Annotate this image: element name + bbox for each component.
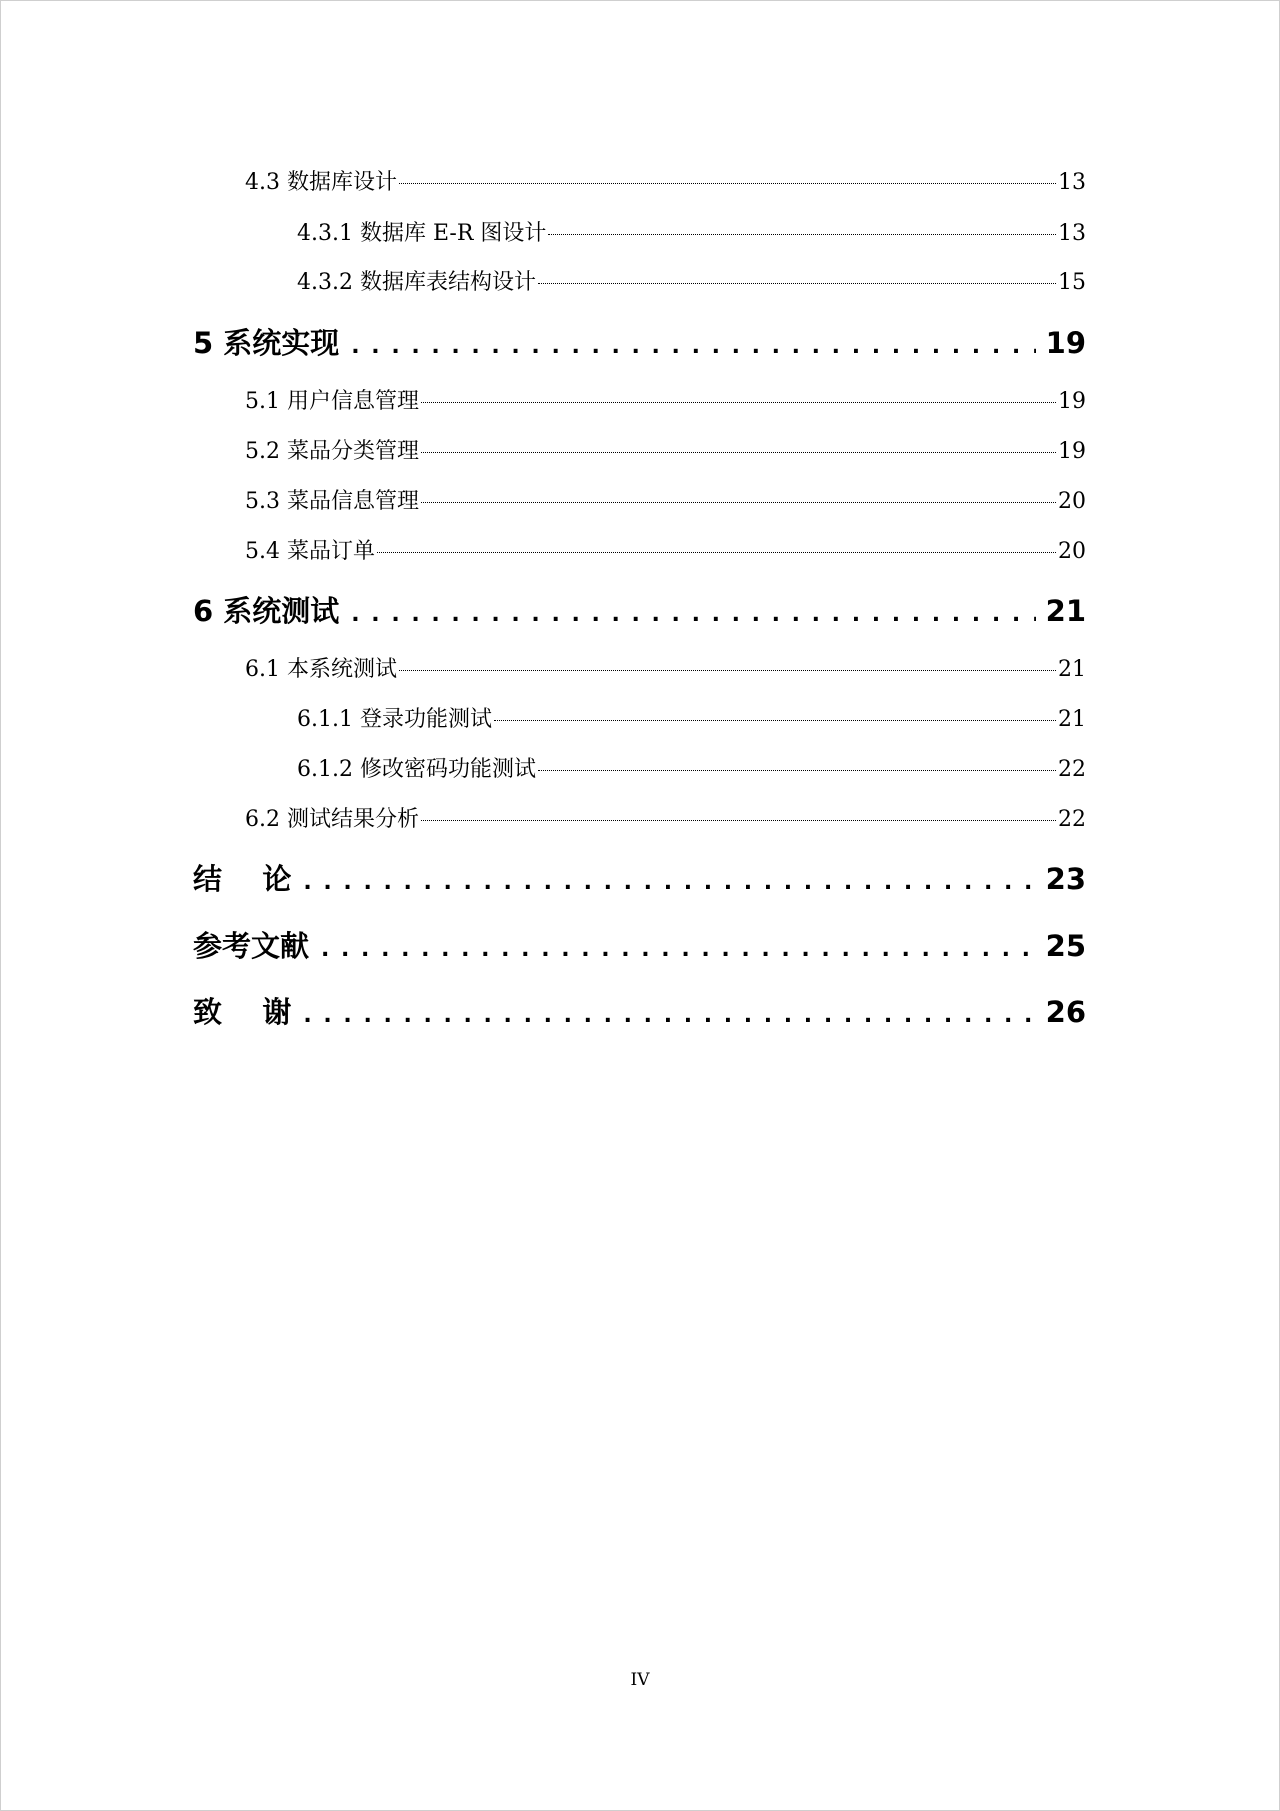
toc-leader-dots <box>377 552 1056 553</box>
page-number-footer: IV <box>630 1670 650 1690</box>
toc-leader-dots <box>421 452 1056 453</box>
toc-entry-page: 19 <box>1058 439 1086 464</box>
toc-entry-5-1[interactable] <box>245 384 1086 414</box>
toc-chapter-title: 6 系统测试 <box>193 594 340 628</box>
toc-leader-dots <box>421 820 1056 821</box>
toc-entry-title: 4.3 数据库设计 <box>245 170 397 195</box>
toc-leader-dots <box>399 670 1056 671</box>
toc-leader-dots <box>303 870 1035 895</box>
toc-entry-title: 6.1.1 登录功能测试 <box>297 707 492 732</box>
toc-leader-dots <box>303 1003 1035 1028</box>
toc-entry-title: 6.1.2 修改密码功能测试 <box>297 757 536 782</box>
toc-leader-dots <box>321 937 1036 962</box>
toc-chapter-references[interactable] <box>193 924 1086 964</box>
toc-entry-page: 19 <box>1058 389 1086 414</box>
toc-entry-5-3[interactable] <box>245 484 1086 514</box>
toc-entry-4-3[interactable] <box>245 165 1086 195</box>
toc-entry-page: 22 <box>1058 757 1086 782</box>
toc-entry-6-1[interactable] <box>245 652 1086 682</box>
toc-chapter-title: 参考文献 <box>193 929 310 963</box>
toc-chapter-page: 23 <box>1045 862 1086 896</box>
toc-leader-dots <box>421 402 1056 403</box>
toc-chapter-6[interactable] <box>193 589 1086 629</box>
toc-leader-dots <box>399 183 1056 184</box>
toc-entry-title: 5.1 用户信息管理 <box>245 389 419 414</box>
toc-leader-dots <box>538 283 1056 284</box>
toc-entry-page: 21 <box>1058 657 1086 682</box>
toc-chapter-title: 5 系统实现 <box>193 326 340 360</box>
toc-entry-page: 22 <box>1058 807 1086 832</box>
toc-entry-4-3-2[interactable] <box>297 265 1086 295</box>
toc-entry-page: 13 <box>1058 170 1086 195</box>
toc-chapter-page: 19 <box>1045 326 1086 360</box>
toc-entry-page: 20 <box>1058 539 1086 564</box>
toc-entry-page: 20 <box>1058 489 1086 514</box>
toc-entry-page: 13 <box>1058 221 1086 246</box>
toc-entry-6-1-1[interactable] <box>297 702 1086 732</box>
toc-entry-6-1-2[interactable] <box>297 752 1086 782</box>
toc-entry-title: 4.3.2 数据库表结构设计 <box>297 270 536 295</box>
toc-chapter-title: 结 论 <box>193 862 292 896</box>
toc-entry-6-2[interactable] <box>245 802 1086 832</box>
toc-chapter-title: 致 谢 <box>193 995 292 1029</box>
toc-leader-dots <box>494 720 1056 721</box>
toc-chapter-acknowledgements[interactable] <box>193 990 1086 1030</box>
toc-chapter-page: 21 <box>1045 594 1086 628</box>
toc-leader-dots <box>538 770 1056 771</box>
toc-entry-title: 5.4 菜品订单 <box>245 539 375 564</box>
toc-leader-dots <box>421 502 1056 503</box>
toc-entry-page: 15 <box>1058 270 1086 295</box>
toc-entry-title: 5.3 菜品信息管理 <box>245 489 419 514</box>
toc-entry-5-2[interactable] <box>245 434 1086 464</box>
toc-entry-title: 6.2 测试结果分析 <box>245 807 419 832</box>
toc-entry-title: 5.2 菜品分类管理 <box>245 439 419 464</box>
toc-leader-dots <box>548 234 1056 235</box>
toc-chapter-page: 26 <box>1045 995 1086 1029</box>
toc-chapter-conclusion[interactable] <box>193 857 1086 897</box>
toc-chapter-page: 25 <box>1045 929 1086 963</box>
toc-leader-dots <box>351 334 1035 359</box>
toc-entry-4-3-1[interactable] <box>297 216 1086 246</box>
toc-entry-title: 6.1 本系统测试 <box>245 657 397 682</box>
toc-chapter-5[interactable] <box>193 321 1086 361</box>
toc-entry-5-4[interactable] <box>245 534 1086 564</box>
toc-entry-title: 4.3.1 数据库 E-R 图设计 <box>297 221 547 246</box>
toc-entry-page: 21 <box>1058 707 1086 732</box>
toc-leader-dots <box>351 602 1035 627</box>
